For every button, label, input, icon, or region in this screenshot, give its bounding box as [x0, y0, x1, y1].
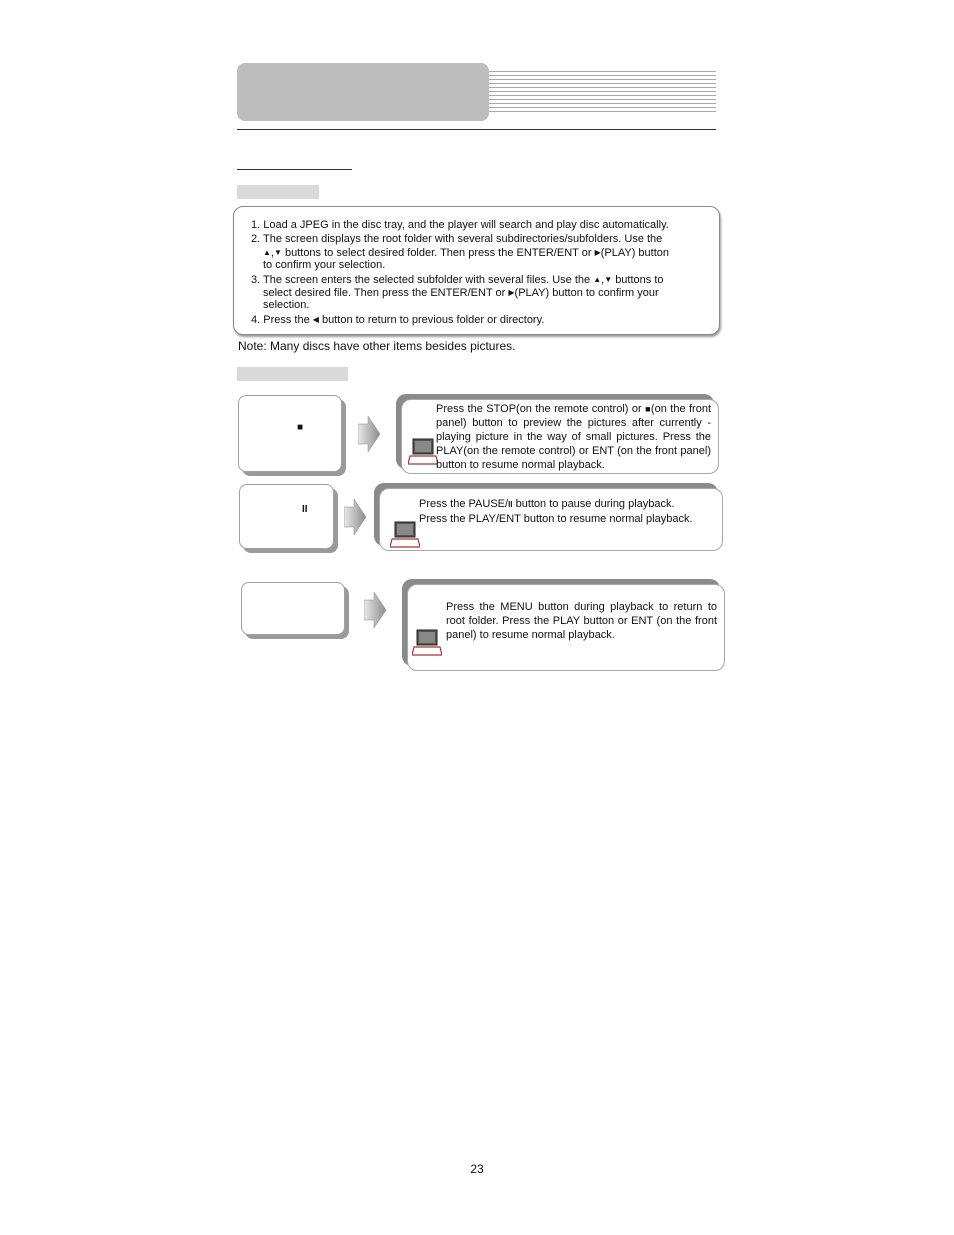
- page-number: 23: [470, 1162, 484, 1176]
- pause-key-box: [239, 484, 334, 549]
- arrow-right-icon: [358, 416, 380, 452]
- stop-description-text: [436, 402, 711, 472]
- laptop-icon: [408, 438, 438, 466]
- instruction-text: 4. Press the: [251, 314, 310, 326]
- header-lines: [489, 71, 716, 113]
- stop-line-rest: the front panel) button to preview the pictures after currently -playing picture in the way of small pictures. Press the PLAY(on the remote control) or ENT (on the front panel) button to resume normal playback.: [436, 403, 712, 471]
- header-tab: [237, 63, 489, 121]
- instruction-box: [233, 206, 720, 335]
- label-bar-operation: [237, 185, 319, 199]
- menu-key-box: [241, 582, 345, 635]
- menu-description-box: [407, 584, 725, 671]
- comma: ,: [601, 274, 605, 286]
- instruction-text: button to return to previous folder or directory.: [321, 314, 545, 326]
- instruction-text: 1. Load a JPEG in the disc tray, and the player will search and play disc automatically.: [251, 219, 669, 231]
- instruction-item-4: [251, 313, 711, 328]
- menu-description-text: Press the MENU button during playback to return to root folder. Press the PLAY button or ENT (on the front panel) to resume normal playback.: [446, 601, 717, 641]
- stop-icon: ■: [645, 404, 651, 414]
- pause-line-2: Press the PLAY/ENT button to resume normal playback.: [419, 513, 693, 525]
- instruction-item-2-end: [263, 259, 723, 273]
- instruction-item-3-end: [263, 299, 723, 313]
- arrow-right-icon: [364, 592, 386, 628]
- stop-line-1: Press the STOP(on the remote control) or: [436, 403, 642, 415]
- section-title-underline: [237, 169, 352, 170]
- stop-description-box: [401, 399, 719, 474]
- header-rule: [237, 129, 716, 130]
- right-arrow-icon: ▶: [594, 248, 601, 257]
- stop-line-1b: (on: [650, 403, 667, 415]
- down-arrow-icon: ▼: [604, 275, 613, 284]
- arrow-right-icon: [344, 499, 366, 535]
- instruction-text: 2. The screen displays the root folder with several subdirectories/subfolders. Use the: [251, 233, 663, 245]
- instruction-text: (PLAY) button: [600, 247, 669, 259]
- instruction-text: selection.: [263, 299, 310, 311]
- label-bar-functions: [237, 367, 348, 381]
- pause-description-box: [379, 488, 723, 551]
- instruction-text: (PLAY) button to confirm your: [514, 287, 659, 299]
- pause-line-1b: button to pause during playback.: [515, 498, 675, 510]
- up-arrow-icon: ▲: [263, 248, 271, 257]
- note-text: Note: Many discs have other items besides pictures.: [238, 339, 516, 353]
- left-arrow-icon: ◀: [312, 315, 319, 324]
- laptop-icon: [390, 521, 420, 549]
- pause-description-text: [419, 497, 714, 526]
- laptop-icon: [412, 629, 442, 657]
- stop-key-box: [238, 395, 342, 472]
- instruction-text: buttons to select desired folder. Then press the ENTER/ENT or: [284, 247, 592, 259]
- instruction-text: select desired file. Then press the ENTER/ENT or: [263, 287, 506, 299]
- pause-line-1: [419, 497, 714, 512]
- instruction-text: 3. The screen enters the selected subfolder with several files. Use the: [251, 274, 591, 286]
- instruction-text: buttons to: [615, 274, 664, 286]
- stop-icon: ■: [297, 422, 304, 433]
- pause-icon: II: [302, 504, 308, 515]
- pause-line-1a: Press the PAUSE/: [419, 498, 509, 510]
- instruction-text: to confirm your selection.: [263, 259, 386, 271]
- comma: ,: [270, 247, 274, 259]
- up-arrow-icon: ▲: [593, 275, 602, 284]
- down-arrow-icon: ▼: [273, 248, 282, 257]
- right-arrow-icon: ▶: [508, 288, 515, 297]
- instruction-item-1: [251, 219, 711, 233]
- instruction-item-2: [251, 233, 706, 247]
- pause-icon: II: [508, 500, 513, 509]
